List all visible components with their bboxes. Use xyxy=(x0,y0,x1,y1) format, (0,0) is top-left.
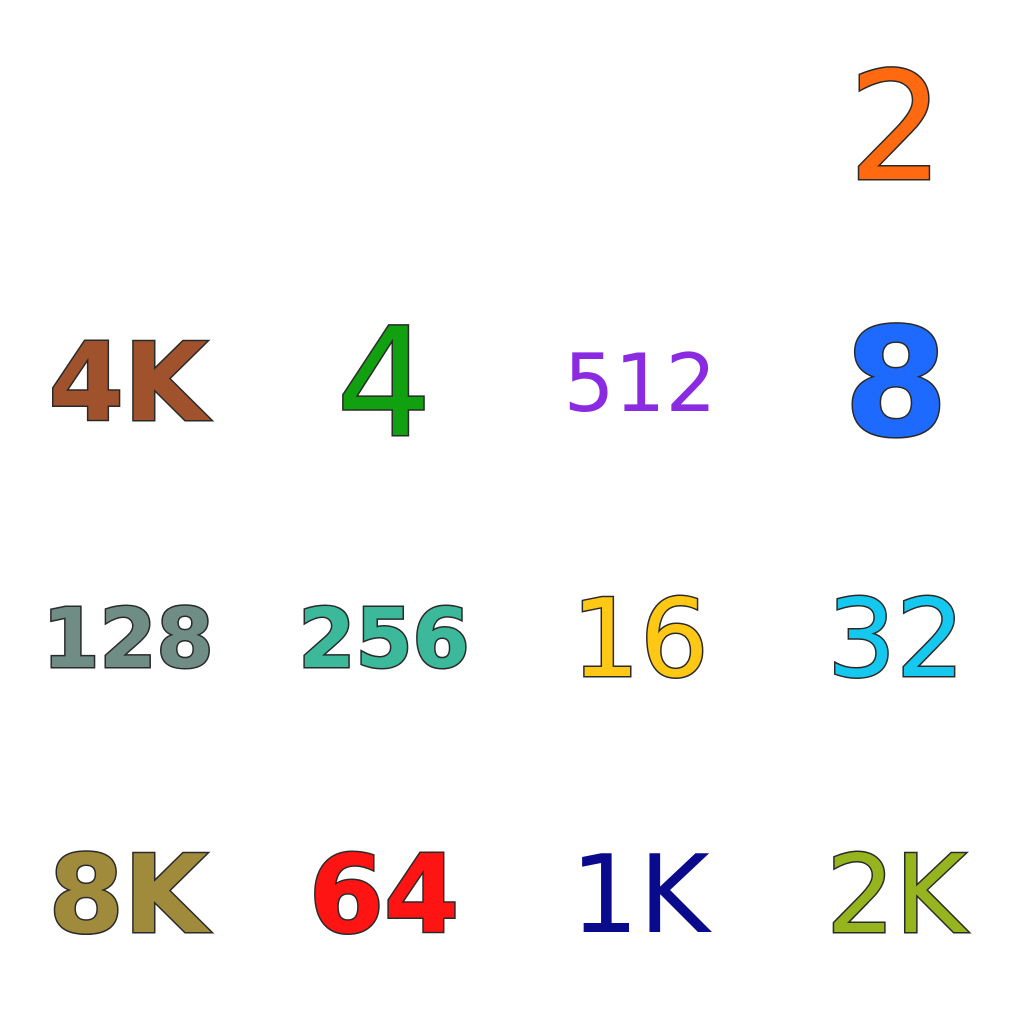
tile-1k: 1K xyxy=(570,833,710,958)
board-cell xyxy=(768,256,1024,512)
board-cell xyxy=(0,256,256,512)
board-cell xyxy=(0,768,256,1024)
tile-8k: 8K xyxy=(48,833,208,958)
board-cell xyxy=(768,512,1024,768)
tile-512: 512 xyxy=(563,337,717,430)
tile-64: 64 xyxy=(308,833,460,958)
tile-32: 32 xyxy=(827,577,965,702)
tile-2: 2 xyxy=(848,41,944,215)
board-cell xyxy=(0,0,256,256)
board-cell xyxy=(768,768,1024,1024)
tile-128: 128 xyxy=(42,592,214,687)
board-cell xyxy=(512,768,768,1024)
board-cell xyxy=(512,512,768,768)
tile-16: 16 xyxy=(571,577,709,702)
tile-8: 8 xyxy=(843,297,949,471)
tile-4k: 4K xyxy=(48,321,208,446)
board-cell xyxy=(0,512,256,768)
tile-256: 256 xyxy=(298,592,470,687)
tile-4: 4 xyxy=(336,297,432,471)
board-cell xyxy=(256,512,512,768)
board-cell xyxy=(512,0,768,256)
board-cell xyxy=(512,256,768,512)
board-cell xyxy=(256,768,512,1024)
tile-2k: 2K xyxy=(826,833,966,958)
board-cell xyxy=(256,256,512,512)
board-cell xyxy=(256,0,512,256)
board-cell xyxy=(768,0,1024,256)
